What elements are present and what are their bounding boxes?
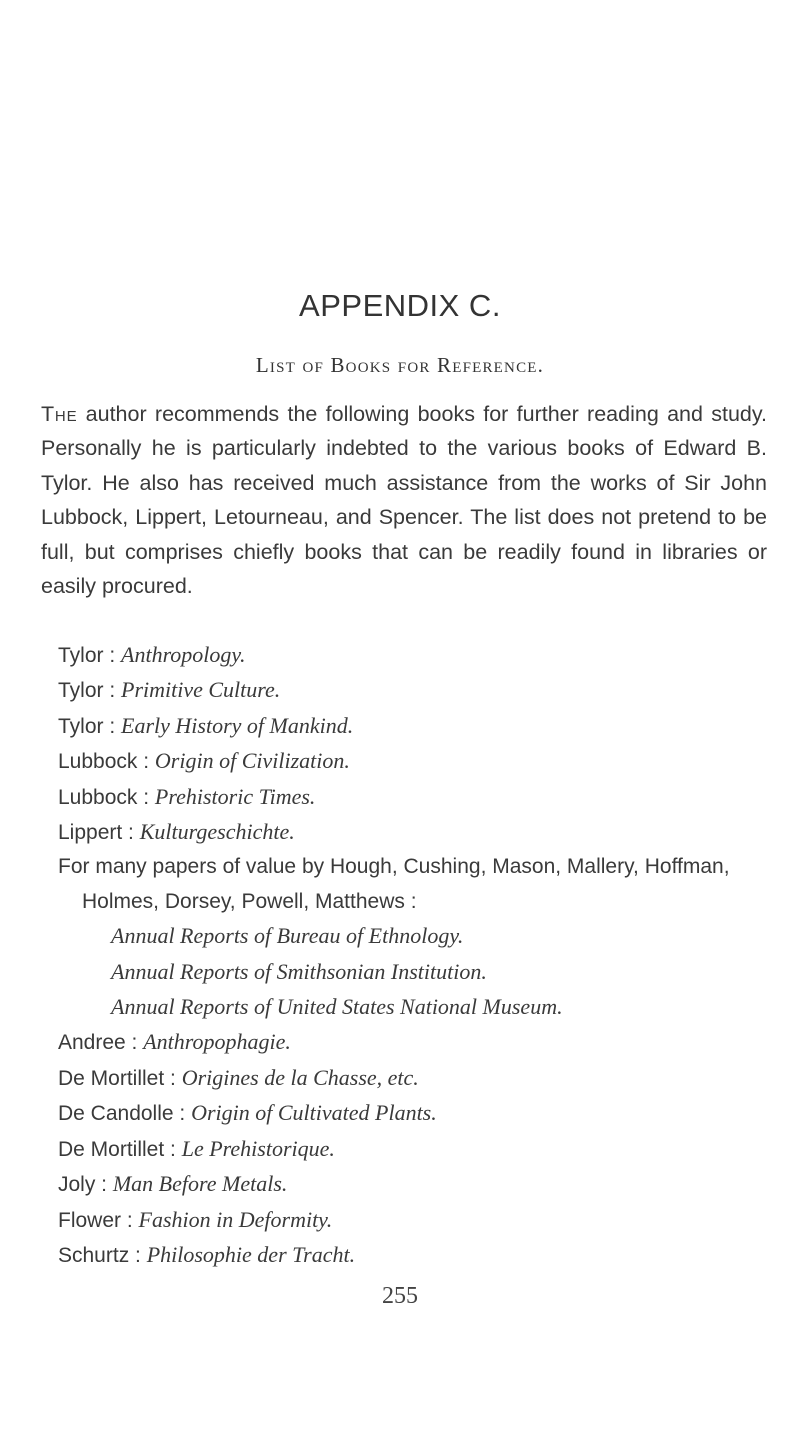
reference-author: Joly : <box>58 1173 113 1197</box>
reference-list <box>58 638 778 1273</box>
reference-item <box>58 673 778 708</box>
reference-author: Tylor : <box>58 714 122 738</box>
reference-title: Origin of Cultivated Plants. <box>191 1100 437 1126</box>
intro-lead-word: The <box>41 402 78 426</box>
sub-reference-item <box>58 919 778 954</box>
reference-title: Man Before Metals. <box>112 1171 288 1197</box>
reference-item <box>58 1025 778 1060</box>
reference-title: Origines de la Chasse, etc. <box>181 1064 419 1090</box>
reference-title: Primitive Culture. <box>121 677 281 703</box>
reference-title: Anthropophagie. <box>143 1029 291 1055</box>
reference-item <box>58 1096 778 1131</box>
reference-item <box>58 744 778 779</box>
reference-author: Schurtz : <box>58 1243 147 1267</box>
reference-author: Tylor : <box>58 644 122 667</box>
reference-title: Le Prehistorique. <box>181 1135 335 1161</box>
reference-item <box>58 1061 778 1096</box>
reference-author: De Candolle : <box>58 1102 192 1126</box>
reference-item <box>58 638 778 673</box>
reference-title: Prehistoric Times. <box>154 783 316 809</box>
reference-item <box>58 1132 778 1167</box>
reference-item <box>58 780 778 815</box>
reference-author: De Mortillet : <box>58 1137 182 1161</box>
section-heading: List of Books for Reference. <box>255 353 545 377</box>
sub-reference-item <box>58 990 778 1025</box>
reference-title: Fashion in Deformity. <box>138 1206 333 1232</box>
appendix-heading: APPENDIX C. <box>299 288 501 323</box>
sub-reference-item <box>58 955 778 990</box>
reference-title: Origin of Civilization. <box>154 748 350 774</box>
reference-author: Tylor : <box>58 679 122 703</box>
reference-item <box>58 815 778 850</box>
reference-title: Anthropology. <box>121 642 246 667</box>
sub-reference-title: Annual Reports of Smithsonian Institution. <box>111 958 487 984</box>
reference-author: Andree : <box>58 1031 144 1055</box>
reference-title: Philosophie der Tracht. <box>146 1241 356 1267</box>
intro-paragraph <box>41 397 767 603</box>
reference-item <box>58 1167 778 1202</box>
intro-body: author recommends the following books for further reading and study. Personally he is particularly indebted to the various books of Edward B. Tylor. He also has received much assistance from the works of Sir John Lubbock, Lippert, Letourneau, and Spencer. The list does not pretend to be full, but comprises chiefly books that can be readily found in libraries or easily procured. <box>41 402 767 599</box>
reference-item <box>58 1238 778 1273</box>
reference-title: Early History of Mankind. <box>121 712 354 738</box>
sub-reference-title: Annual Reports of United States National Museum. <box>111 994 563 1020</box>
reference-title: Kulturgeschichte. <box>139 819 295 845</box>
reference-author: Flower : <box>58 1208 139 1232</box>
reference-item <box>58 709 778 744</box>
reference-author: Lubbock : <box>58 750 155 774</box>
page-number: 255 <box>382 1283 418 1309</box>
reference-note: For many papers of value by Hough, Cushing, Mason, Mallery, Hoffman, Holmes, Dorsey, Powell, Matthews : <box>58 855 730 913</box>
reference-author: Lubbock : <box>58 785 155 809</box>
reference-item <box>58 1203 778 1238</box>
sub-reference-title: Annual Reports of Bureau of Ethnology. <box>111 923 464 949</box>
reference-author: De Mortillet : <box>58 1066 182 1090</box>
reference-author: Lippert : <box>58 821 140 845</box>
